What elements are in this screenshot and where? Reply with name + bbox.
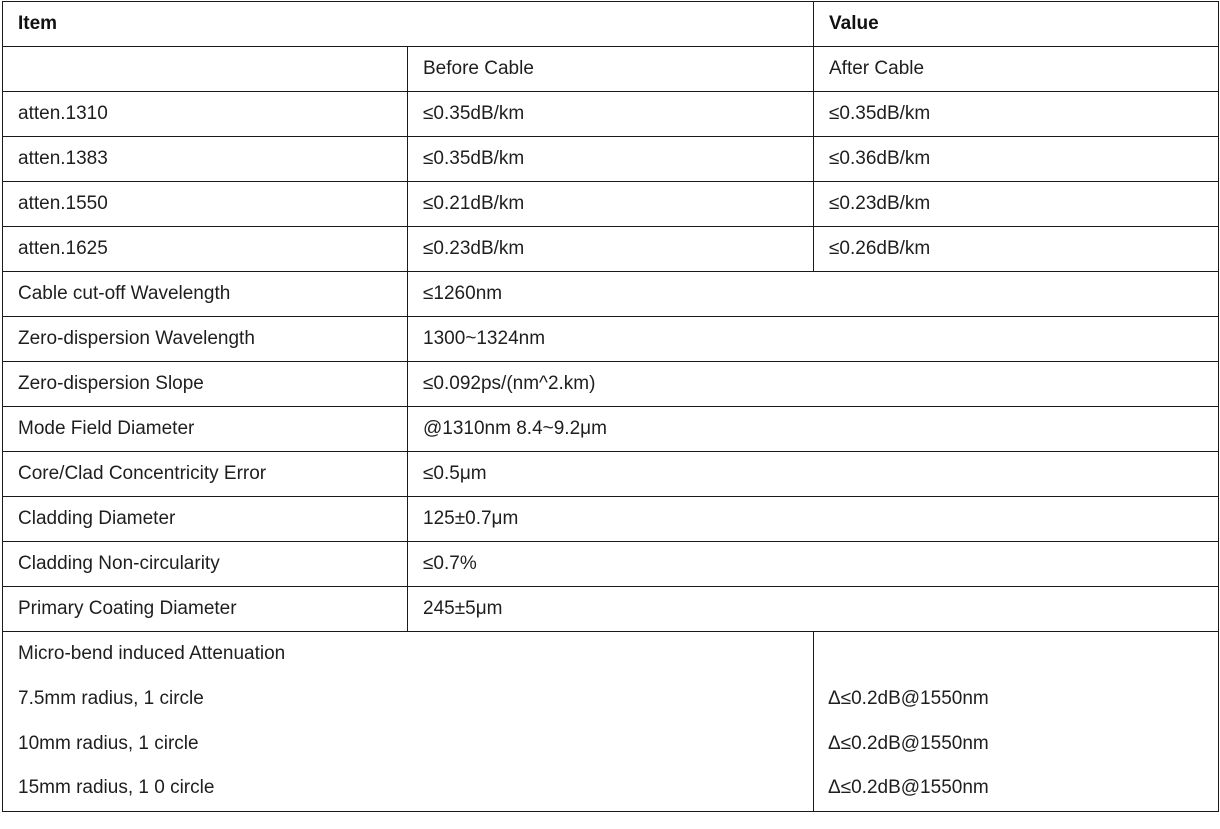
header-row [3,2,1219,47]
subheader-empty [3,47,408,92]
spec-table [2,1,1219,812]
microbend-title: Micro-bend induced Attenuation [18,643,286,664]
row-item: atten.1310 [3,92,408,137]
row-item: Primary Coating Diameter [3,587,408,632]
row-item: Cladding Non-circularity [3,542,408,587]
row-item: Zero-dispersion Slope [3,362,408,407]
row-item: Mode Field Diameter [3,407,408,452]
row-value: @1310nm 8.4~9.2μm [408,407,1219,452]
row-before: ≤0.23dB/km [408,227,814,272]
table-row [3,407,1219,452]
row-item: Core/Clad Concentricity Error [3,452,408,497]
table-row [3,542,1219,587]
table-row [3,587,1219,632]
microbend-value: Δ≤0.2dB@1550nm [828,732,989,754]
row-before: ≤0.21dB/km [408,182,814,227]
microbend-value: Δ≤0.2dB@1550nm [828,687,989,709]
row-item: atten.1383 [3,137,408,182]
row-item: atten.1550 [3,182,408,227]
header-item: Item [3,2,814,47]
row-after: ≤0.36dB/km [814,137,1219,182]
row-value: ≤0.7% [408,542,1219,587]
table-row [3,362,1219,407]
microbend-values [814,632,1219,812]
row-value: 125±0.7μm [408,497,1219,542]
row-value: 1300~1324nm [408,317,1219,362]
table-row [3,227,1219,272]
microbend-value-blank [814,632,1218,677]
table-row [3,272,1219,317]
microbend-label: 10mm radius, 1 circle [18,732,199,754]
microbend-value: Δ≤0.2dB@1550nm [828,777,989,799]
subheader-after: After Cable [814,47,1219,92]
row-item: Zero-dispersion Wavelength [3,317,408,362]
row-item: Cladding Diameter [3,497,408,542]
row-before: ≤0.35dB/km [408,137,814,182]
row-value: ≤1260nm [408,272,1219,317]
table-row [3,497,1219,542]
row-before: ≤0.35dB/km [408,92,814,137]
table-row [3,317,1219,362]
row-item: Cable cut-off Wavelength [3,272,408,317]
row-after: ≤0.26dB/km [814,227,1219,272]
header-value: Value [814,2,1219,47]
table-row [3,137,1219,182]
microbend-label: 15mm radius, 1 0 circle [18,777,215,799]
row-value: ≤0.092ps/(nm^2.km) [408,362,1219,407]
row-after: ≤0.23dB/km [814,182,1219,227]
row-after: ≤0.35dB/km [814,92,1219,137]
subheader-row [3,47,1219,92]
microbend-labels [3,632,814,812]
subheader-before: Before Cable [408,47,814,92]
microbend-label: 7.5mm radius, 1 circle [18,687,204,709]
row-value: 245±5μm [408,587,1219,632]
table-row [3,182,1219,227]
row-value: ≤0.5μm [408,452,1219,497]
table-row [3,92,1219,137]
microbend-row [3,632,1219,812]
row-item: atten.1625 [3,227,408,272]
table-row [3,452,1219,497]
